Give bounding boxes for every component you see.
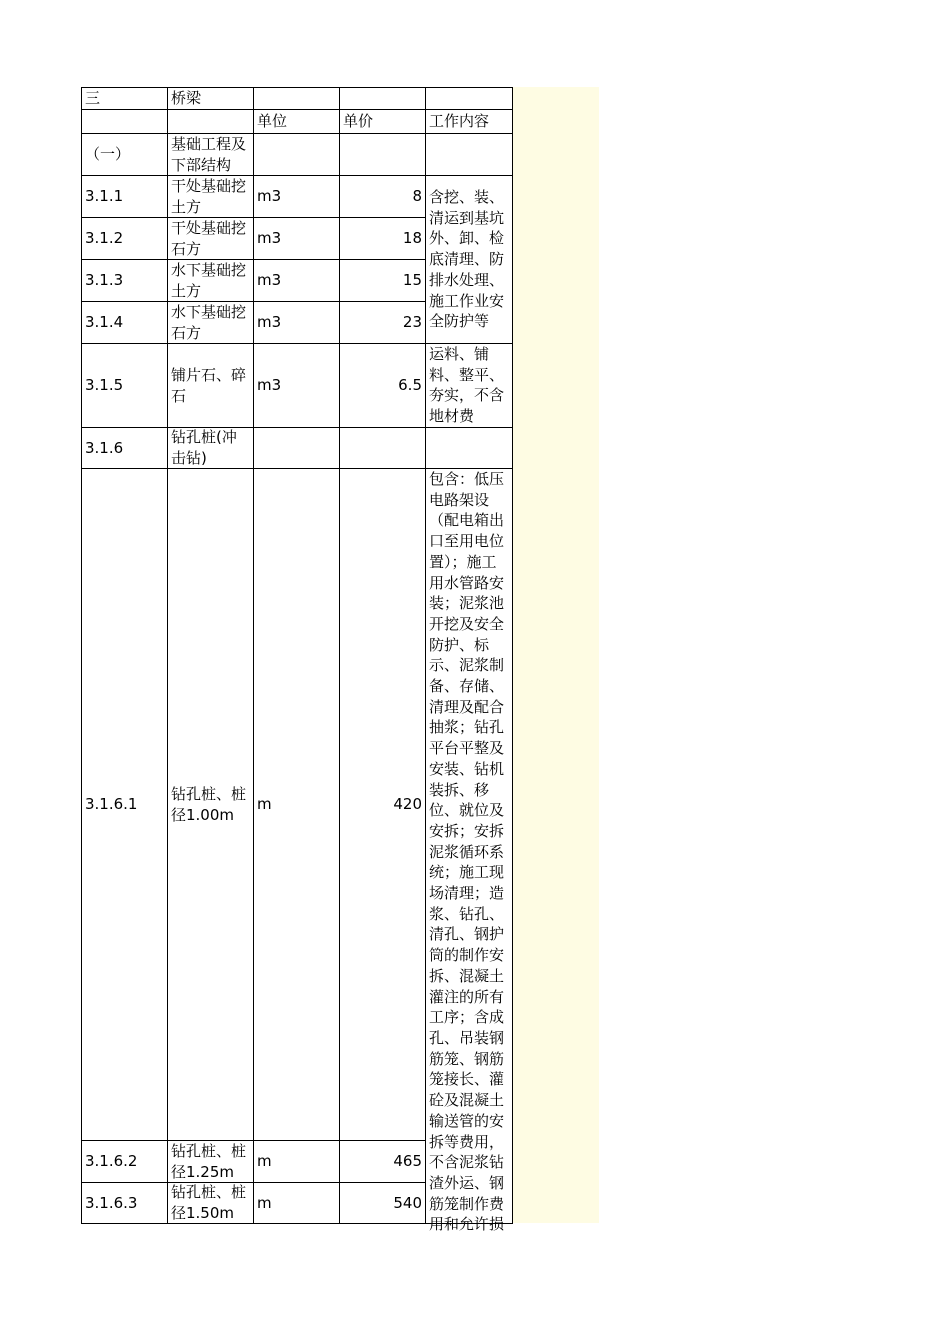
cell-header-name[interactable] <box>167 109 254 134</box>
cell-item-price[interactable] <box>339 175 426 218</box>
cell-item-code-text: 3.1.6.1 <box>85 795 138 814</box>
cell-item-code[interactable] <box>81 427 168 469</box>
cell-item-code-text: 3.1.6 <box>85 438 124 457</box>
cell-work-excavation[interactable] <box>425 175 513 344</box>
cell-section-unit[interactable] <box>253 87 340 110</box>
cell-header-code[interactable] <box>81 109 168 134</box>
cell-item-name-text: 水下基础挖石方 <box>171 302 247 342</box>
cell-work-paving-text: 运料、铺料、整平、夯实，不含地材费 <box>429 345 505 426</box>
cell-section-name[interactable] <box>167 87 254 110</box>
cell-item-unit-text: m3 <box>257 376 282 395</box>
cell-group-code[interactable] <box>81 133 168 176</box>
sheet-background-panel <box>512 87 599 1223</box>
cell-item-name-text: 干处基础挖石方 <box>171 218 247 258</box>
cell-item-unit-text: m3 <box>257 313 282 332</box>
cell-item-name[interactable] <box>167 1140 254 1183</box>
cell-item-name[interactable] <box>167 175 254 218</box>
cell-item-unit[interactable] <box>253 427 340 469</box>
cell-item-price[interactable] <box>339 217 426 260</box>
cell-item-code[interactable] <box>81 301 168 344</box>
cell-item-name[interactable] <box>167 1182 254 1224</box>
cell-work-paving[interactable] <box>425 343 513 428</box>
cell-item-price-text: 6.5 <box>398 376 422 395</box>
cell-item-name-text: 水下基础挖土方 <box>171 260 247 300</box>
cell-item-price[interactable] <box>339 468 426 1141</box>
cell-item-unit-text: m3 <box>257 187 282 206</box>
cell-item-name-text: 钻孔桩、桩径1.50m <box>171 1183 247 1222</box>
cell-item-price-text: 23 <box>402 313 422 332</box>
cell-item-name[interactable] <box>167 468 254 1141</box>
cell-section-code-text: 三 <box>85 89 101 108</box>
cell-item-price[interactable] <box>339 1182 426 1224</box>
cell-item-code[interactable] <box>81 259 168 302</box>
cell-item-unit-text: m <box>257 795 272 814</box>
cell-group-code-text: （一） <box>85 145 131 164</box>
cell-group-unit[interactable] <box>253 133 340 176</box>
cell-item-price[interactable] <box>339 1140 426 1183</box>
cell-work-bored-pile-text: 包含：低压电路架设（配电箱出口至用电位置）；施工用水管路安装；泥浆池开挖及安全防护、标示、泥浆制备、存储、清理及配合抽浆；钻孔平台平整及安装、钻机装拆、移位、就位及安拆；安拆泥浆循环系统；施工现场清理；造浆、钻孔、清孔、钢护筒的制作安拆、混凝土灌注的所有工序；含成孔、吊装钢筋笼、钢筋笼接长、灌砼及混凝土输送管的安拆等费用，不含泥浆钻渣外运、钢筋笼制作费用和允许损 <box>429 470 505 1234</box>
cell-item-name[interactable] <box>167 259 254 302</box>
cell-item-price[interactable] <box>339 259 426 302</box>
cell-work-bored-pile[interactable] <box>425 468 513 1234</box>
header-unit-text: 单位 <box>257 112 288 131</box>
cell-section-name-text: 桥梁 <box>171 89 202 108</box>
cell-item-unit[interactable] <box>253 175 340 218</box>
cell-item-name[interactable] <box>167 343 254 428</box>
cell-item-price-text: 540 <box>393 1193 422 1212</box>
cell-item-code-text: 3.1.1 <box>85 187 124 206</box>
cell-item-code[interactable] <box>81 343 168 428</box>
cell-item-code[interactable] <box>81 1140 168 1183</box>
cell-item-code[interactable] <box>81 175 168 218</box>
cell-item-code[interactable] <box>81 1182 168 1224</box>
cell-item-unit[interactable] <box>253 468 340 1141</box>
cell-item-code[interactable] <box>81 468 168 1141</box>
cell-group-work[interactable] <box>425 133 513 176</box>
header-unit[interactable] <box>253 109 340 134</box>
cell-work-blank[interactable] <box>425 427 513 469</box>
cell-section-code[interactable] <box>81 87 168 110</box>
cell-item-name[interactable] <box>167 427 254 469</box>
cell-item-code-text: 3.1.3 <box>85 271 124 290</box>
cell-item-code-text: 3.1.6.3 <box>85 1193 138 1212</box>
cell-item-code-text: 3.1.5 <box>85 376 124 395</box>
cell-item-price-text: 8 <box>412 187 422 206</box>
cell-item-name-text: 铺片石、碎石 <box>171 365 247 405</box>
cell-item-unit[interactable] <box>253 1182 340 1224</box>
cell-item-code[interactable] <box>81 217 168 260</box>
cell-item-unit[interactable] <box>253 217 340 260</box>
cell-item-price-text: 420 <box>393 795 422 814</box>
cell-item-price[interactable] <box>339 427 426 469</box>
cell-item-code-text: 3.1.6.2 <box>85 1152 138 1171</box>
cell-item-unit[interactable] <box>253 259 340 302</box>
header-work-content[interactable] <box>425 109 513 134</box>
cell-item-name[interactable] <box>167 301 254 344</box>
cell-group-name[interactable] <box>167 133 254 176</box>
cell-item-name-text: 钻孔桩(冲击钻) <box>171 428 237 467</box>
cell-work-excavation-text: 含挖、装、清运到基坑外、卸、检底清理、防排水处理、施工作业安全防护等 <box>429 188 505 331</box>
cell-section-work[interactable] <box>425 87 513 110</box>
cell-item-price-text: 465 <box>393 1152 422 1171</box>
header-price[interactable] <box>339 109 426 134</box>
cell-group-price[interactable] <box>339 133 426 176</box>
cell-group-name-text: 基础工程及下部结构 <box>171 134 247 174</box>
cell-item-unit-text: m3 <box>257 271 282 290</box>
cell-section-price[interactable] <box>339 87 426 110</box>
cell-item-name-text: 钻孔桩、桩径1.00m <box>171 784 247 824</box>
cell-item-name-text: 干处基础挖土方 <box>171 176 247 216</box>
cell-item-price[interactable] <box>339 343 426 428</box>
cell-item-unit[interactable] <box>253 301 340 344</box>
cell-item-price-text: 15 <box>402 271 422 290</box>
cell-item-unit[interactable] <box>253 1140 340 1183</box>
cell-item-unit-text: m <box>257 1152 272 1171</box>
cell-item-price-text: 18 <box>402 229 422 248</box>
cell-item-unit-text: m3 <box>257 229 282 248</box>
cell-item-unit[interactable] <box>253 343 340 428</box>
cell-item-name-text: 钻孔桩、桩径1.25m <box>171 1141 247 1181</box>
cell-item-name[interactable] <box>167 217 254 260</box>
cell-item-code-text: 3.1.2 <box>85 229 124 248</box>
cell-item-code-text: 3.1.4 <box>85 313 124 332</box>
header-work-content-text: 工作内容 <box>429 112 490 131</box>
cell-item-unit-text: m <box>257 1193 272 1212</box>
header-price-text: 单价 <box>343 112 374 131</box>
cell-item-price[interactable] <box>339 301 426 344</box>
